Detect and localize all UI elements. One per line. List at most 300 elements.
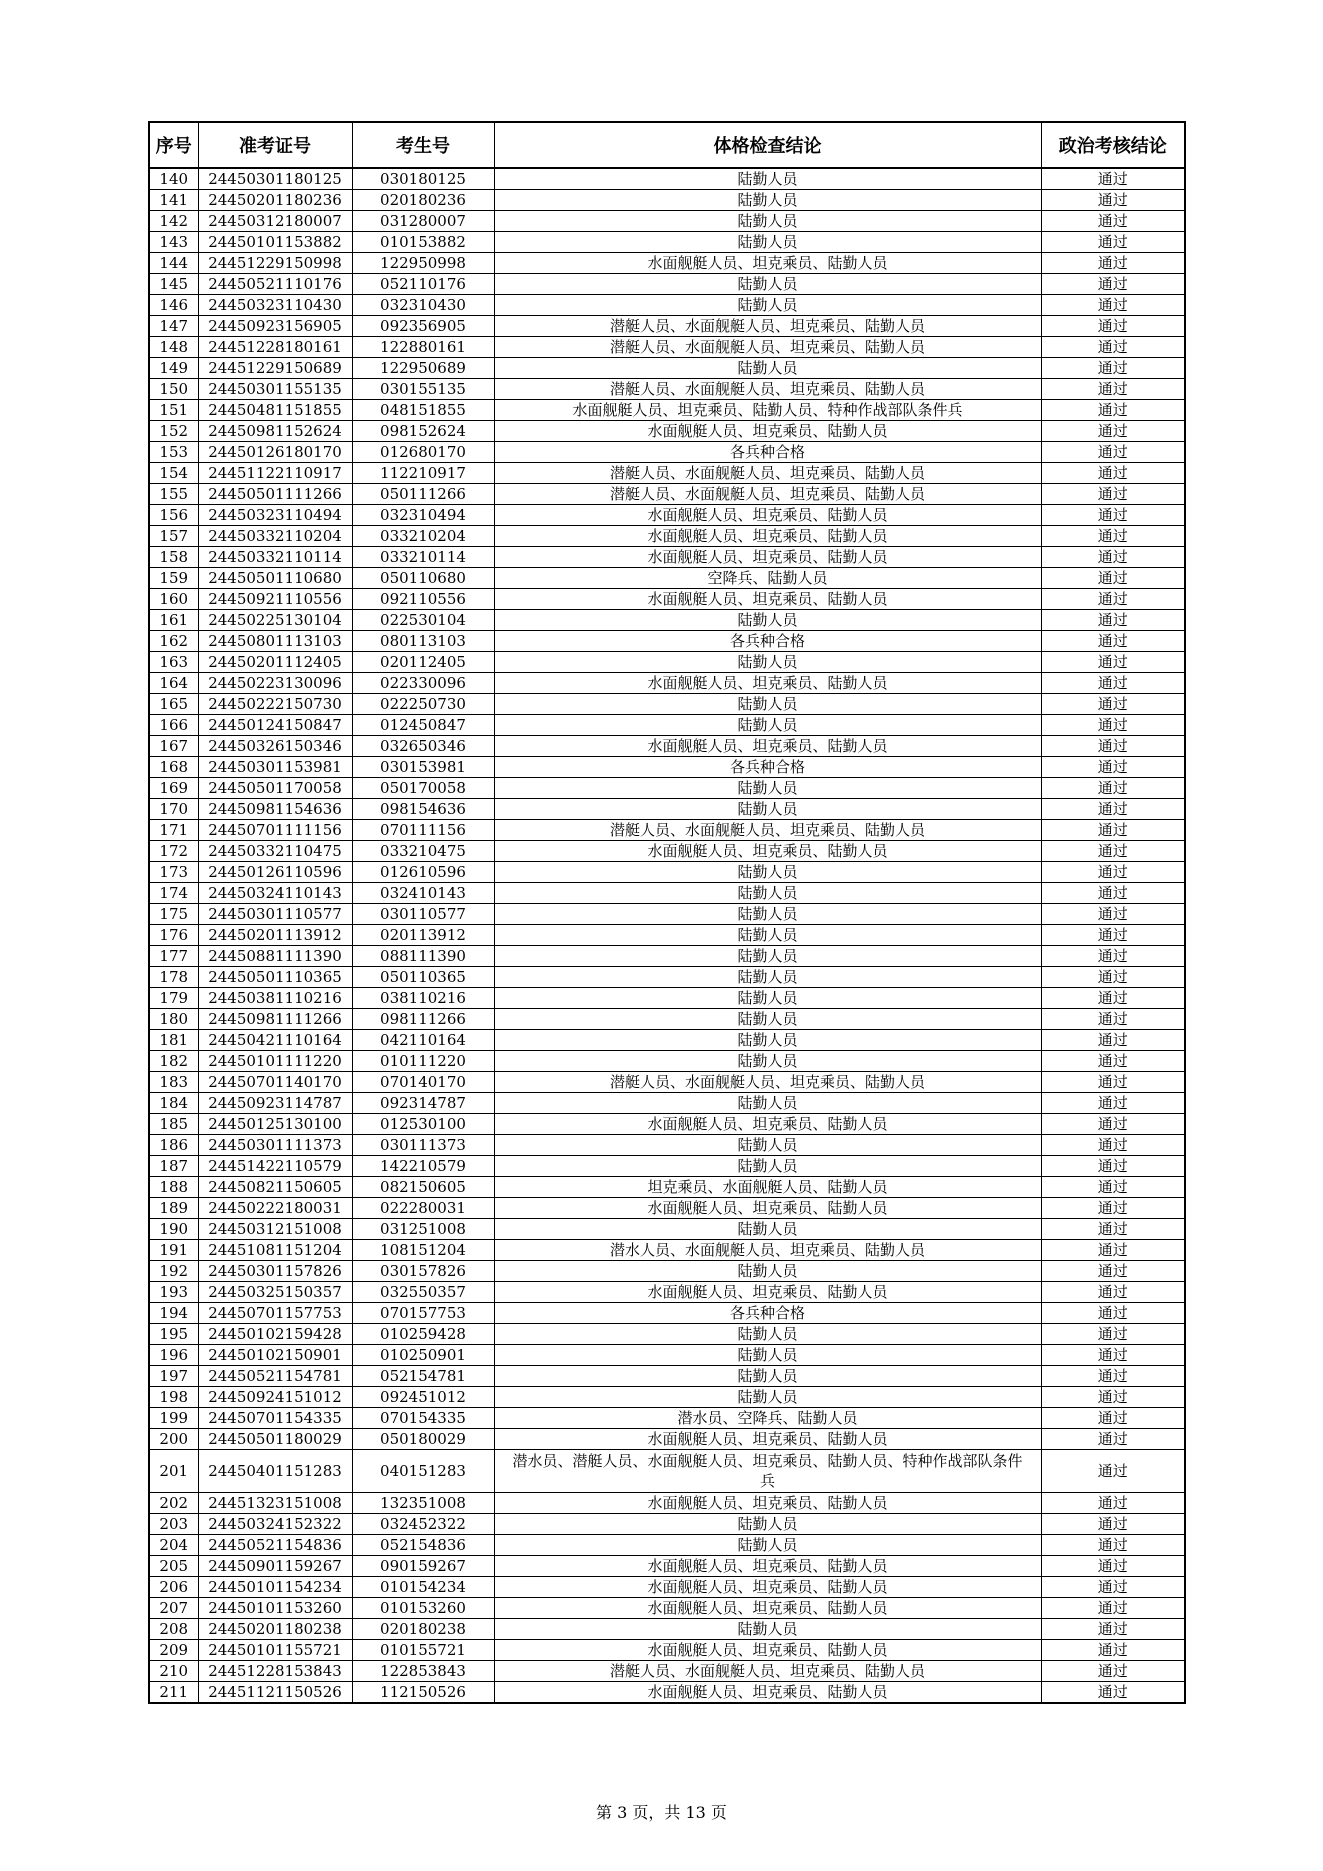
cell-admission-number: 24450301157826 xyxy=(198,1261,352,1282)
cell-student-number: 033210475 xyxy=(352,841,494,862)
cell-political-review-result: 通过 xyxy=(1041,505,1185,526)
cell-physical-exam-result: 陆勤人员 xyxy=(494,1619,1041,1640)
cell-physical-exam-result: 水面舰艇人员、坦克乘员、陆勤人员 xyxy=(494,1282,1041,1303)
cell-physical-exam-result: 陆勤人员 xyxy=(494,358,1041,379)
cell-physical-exam-result: 陆勤人员 xyxy=(494,1535,1041,1556)
cell-student-number: 030155135 xyxy=(352,379,494,400)
cell-index: 181 xyxy=(149,1030,198,1051)
table-row xyxy=(149,715,1185,736)
cell-index: 169 xyxy=(149,778,198,799)
cell-student-number: 012610596 xyxy=(352,862,494,883)
cell-student-number: 032550357 xyxy=(352,1282,494,1303)
table-row xyxy=(149,694,1185,715)
cell-index: 143 xyxy=(149,232,198,253)
table-row xyxy=(149,1009,1185,1030)
cell-admission-number: 24451081151204 xyxy=(198,1240,352,1261)
cell-admission-number: 24450332110475 xyxy=(198,841,352,862)
cell-admission-number: 24450501110365 xyxy=(198,967,352,988)
cell-political-review-result: 通过 xyxy=(1041,778,1185,799)
table-row xyxy=(149,274,1185,295)
table-row xyxy=(149,1408,1185,1429)
cell-index: 188 xyxy=(149,1177,198,1198)
table-row xyxy=(149,1177,1185,1198)
cell-student-number: 022280031 xyxy=(352,1198,494,1219)
results-table xyxy=(148,121,1186,1704)
cell-physical-exam-result: 陆勤人员 xyxy=(494,862,1041,883)
cell-physical-exam-result: 各兵种合格 xyxy=(494,442,1041,463)
cell-political-review-result: 通过 xyxy=(1041,1535,1185,1556)
cell-student-number: 050170058 xyxy=(352,778,494,799)
cell-student-number: 031280007 xyxy=(352,211,494,232)
table-row xyxy=(149,421,1185,442)
table-row xyxy=(149,211,1185,232)
cell-student-number: 070140170 xyxy=(352,1072,494,1093)
cell-physical-exam-result: 水面舰艇人员、坦克乘员、陆勤人员 xyxy=(494,673,1041,694)
cell-student-number: 020180238 xyxy=(352,1619,494,1640)
cell-physical-exam-result: 水面舰艇人员、坦克乘员、陆勤人员 xyxy=(494,841,1041,862)
cell-political-review-result: 通过 xyxy=(1041,1577,1185,1598)
table-row xyxy=(149,1219,1185,1240)
table-row xyxy=(149,799,1185,820)
cell-political-review-result: 通过 xyxy=(1041,715,1185,736)
cell-political-review-result: 通过 xyxy=(1041,358,1185,379)
cell-index: 140 xyxy=(149,168,198,190)
cell-admission-number: 24450881111390 xyxy=(198,946,352,967)
cell-political-review-result: 通过 xyxy=(1041,1661,1185,1682)
table-row xyxy=(149,1051,1185,1072)
cell-political-review-result: 通过 xyxy=(1041,1135,1185,1156)
cell-physical-exam-result: 潜艇人员、水面舰艇人员、坦克乘员、陆勤人员 xyxy=(494,1661,1041,1682)
cell-student-number: 112210917 xyxy=(352,463,494,484)
cell-physical-exam-result: 水面舰艇人员、坦克乘员、陆勤人员 xyxy=(494,421,1041,442)
cell-physical-exam-result: 水面舰艇人员、坦克乘员、陆勤人员 xyxy=(494,505,1041,526)
cell-admission-number: 24450201112405 xyxy=(198,652,352,673)
cell-index: 193 xyxy=(149,1282,198,1303)
cell-admission-number: 24450301111373 xyxy=(198,1135,352,1156)
cell-index: 172 xyxy=(149,841,198,862)
cell-student-number: 022530104 xyxy=(352,610,494,631)
cell-index: 159 xyxy=(149,568,198,589)
cell-index: 151 xyxy=(149,400,198,421)
cell-admission-number: 24451228180161 xyxy=(198,337,352,358)
cell-student-number: 012530100 xyxy=(352,1114,494,1135)
cell-admission-number: 24450102159428 xyxy=(198,1324,352,1345)
cell-student-number: 040151283 xyxy=(352,1450,494,1493)
cell-student-number: 092356905 xyxy=(352,316,494,337)
cell-index: 189 xyxy=(149,1198,198,1219)
header-index: 序号 xyxy=(149,122,198,168)
cell-political-review-result: 通过 xyxy=(1041,1282,1185,1303)
table-row xyxy=(149,442,1185,463)
table-row xyxy=(149,463,1185,484)
cell-index: 145 xyxy=(149,274,198,295)
cell-index: 195 xyxy=(149,1324,198,1345)
cell-political-review-result: 通过 xyxy=(1041,1219,1185,1240)
cell-student-number: 010154234 xyxy=(352,1577,494,1598)
table-row xyxy=(149,337,1185,358)
cell-index: 191 xyxy=(149,1240,198,1261)
cell-student-number: 052154781 xyxy=(352,1366,494,1387)
cell-physical-exam-result: 陆勤人员 xyxy=(494,232,1041,253)
cell-student-number: 022250730 xyxy=(352,694,494,715)
cell-physical-exam-result: 陆勤人员 xyxy=(494,1324,1041,1345)
table-row xyxy=(149,526,1185,547)
cell-student-number: 010259428 xyxy=(352,1324,494,1345)
cell-political-review-result: 通过 xyxy=(1041,1051,1185,1072)
cell-political-review-result: 通过 xyxy=(1041,757,1185,778)
cell-physical-exam-result: 陆勤人员 xyxy=(494,1009,1041,1030)
cell-student-number: 010250901 xyxy=(352,1345,494,1366)
header-physical-exam-result: 体格检查结论 xyxy=(494,122,1041,168)
table-row xyxy=(149,1282,1185,1303)
cell-index: 167 xyxy=(149,736,198,757)
cell-index: 208 xyxy=(149,1619,198,1640)
cell-political-review-result: 通过 xyxy=(1041,1640,1185,1661)
cell-admission-number: 24450501110680 xyxy=(198,568,352,589)
cell-physical-exam-result: 陆勤人员 xyxy=(494,1514,1041,1535)
cell-physical-exam-result: 陆勤人员 xyxy=(494,295,1041,316)
cell-index: 178 xyxy=(149,967,198,988)
cell-admission-number: 24450323110430 xyxy=(198,295,352,316)
cell-political-review-result: 通过 xyxy=(1041,652,1185,673)
cell-admission-number: 24450301180125 xyxy=(198,168,352,190)
cell-political-review-result: 通过 xyxy=(1041,841,1185,862)
cell-student-number: 090159267 xyxy=(352,1556,494,1577)
cell-student-number: 010155721 xyxy=(352,1640,494,1661)
cell-admission-number: 24450222180031 xyxy=(198,1198,352,1219)
cell-student-number: 050110365 xyxy=(352,967,494,988)
cell-physical-exam-result: 水面舰艇人员、坦克乘员、陆勤人员 xyxy=(494,1682,1041,1704)
table-row xyxy=(149,1556,1185,1577)
cell-student-number: 132351008 xyxy=(352,1493,494,1514)
cell-political-review-result: 通过 xyxy=(1041,1324,1185,1345)
cell-student-number: 030157826 xyxy=(352,1261,494,1282)
cell-student-number: 052110176 xyxy=(352,274,494,295)
cell-political-review-result: 通过 xyxy=(1041,484,1185,505)
cell-political-review-result: 通过 xyxy=(1041,337,1185,358)
table-row xyxy=(149,1429,1185,1450)
cell-index: 161 xyxy=(149,610,198,631)
table-header-row xyxy=(149,122,1185,168)
cell-index: 210 xyxy=(149,1661,198,1682)
cell-index: 158 xyxy=(149,547,198,568)
cell-admission-number: 24450225130104 xyxy=(198,610,352,631)
cell-physical-exam-result: 陆勤人员 xyxy=(494,967,1041,988)
cell-student-number: 108151204 xyxy=(352,1240,494,1261)
cell-admission-number: 24451228153843 xyxy=(198,1661,352,1682)
cell-admission-number: 24450701157753 xyxy=(198,1303,352,1324)
table-row xyxy=(149,1261,1185,1282)
table-row xyxy=(149,988,1185,1009)
cell-admission-number: 24450323110494 xyxy=(198,505,352,526)
cell-student-number: 020112405 xyxy=(352,652,494,673)
cell-student-number: 020180236 xyxy=(352,190,494,211)
cell-admission-number: 24450101155721 xyxy=(198,1640,352,1661)
cell-student-number: 092314787 xyxy=(352,1093,494,1114)
cell-student-number: 010153882 xyxy=(352,232,494,253)
cell-political-review-result: 通过 xyxy=(1041,1556,1185,1577)
cell-index: 179 xyxy=(149,988,198,1009)
cell-admission-number: 24450981111266 xyxy=(198,1009,352,1030)
cell-student-number: 032310494 xyxy=(352,505,494,526)
table-row xyxy=(149,232,1185,253)
cell-student-number: 052154836 xyxy=(352,1535,494,1556)
table-row xyxy=(149,610,1185,631)
cell-physical-exam-result: 陆勤人员 xyxy=(494,652,1041,673)
cell-physical-exam-result: 陆勤人员 xyxy=(494,168,1041,190)
cell-admission-number: 24450101153260 xyxy=(198,1598,352,1619)
cell-student-number: 031251008 xyxy=(352,1219,494,1240)
cell-physical-exam-result: 潜水员、空降兵、陆勤人员 xyxy=(494,1408,1041,1429)
cell-physical-exam-result: 潜艇人员、水面舰艇人员、坦克乘员、陆勤人员 xyxy=(494,379,1041,400)
cell-political-review-result: 通过 xyxy=(1041,1198,1185,1219)
table-row xyxy=(149,1240,1185,1261)
cell-student-number: 092110556 xyxy=(352,589,494,610)
table-row xyxy=(149,652,1185,673)
cell-student-number: 098111266 xyxy=(352,1009,494,1030)
table-row xyxy=(149,547,1185,568)
cell-index: 186 xyxy=(149,1135,198,1156)
cell-admission-number: 24450201180238 xyxy=(198,1619,352,1640)
cell-student-number: 032650346 xyxy=(352,736,494,757)
cell-student-number: 122880161 xyxy=(352,337,494,358)
cell-political-review-result: 通过 xyxy=(1041,1072,1185,1093)
table-row xyxy=(149,1535,1185,1556)
cell-physical-exam-result: 陆勤人员 xyxy=(494,925,1041,946)
table-row xyxy=(149,904,1185,925)
cell-physical-exam-result: 陆勤人员 xyxy=(494,1051,1041,1072)
table-row xyxy=(149,673,1185,694)
cell-political-review-result: 通过 xyxy=(1041,1450,1185,1493)
cell-student-number: 042110164 xyxy=(352,1030,494,1051)
cell-student-number: 070111156 xyxy=(352,820,494,841)
cell-index: 168 xyxy=(149,757,198,778)
cell-admission-number: 24450126180170 xyxy=(198,442,352,463)
cell-student-number: 012680170 xyxy=(352,442,494,463)
cell-admission-number: 24450401151283 xyxy=(198,1450,352,1493)
cell-physical-exam-result: 潜艇人员、水面舰艇人员、坦克乘员、陆勤人员 xyxy=(494,1072,1041,1093)
cell-physical-exam-result: 陆勤人员 xyxy=(494,883,1041,904)
cell-political-review-result: 通过 xyxy=(1041,1429,1185,1450)
cell-index: 175 xyxy=(149,904,198,925)
table-row xyxy=(149,1577,1185,1598)
cell-index: 205 xyxy=(149,1556,198,1577)
table-row xyxy=(149,1387,1185,1408)
cell-political-review-result: 通过 xyxy=(1041,1114,1185,1135)
table-row xyxy=(149,1450,1185,1493)
cell-political-review-result: 通过 xyxy=(1041,1345,1185,1366)
cell-physical-exam-result: 陆勤人员 xyxy=(494,1030,1041,1051)
cell-physical-exam-result: 水面舰艇人员、坦克乘员、陆勤人员 xyxy=(494,1640,1041,1661)
table-row xyxy=(149,925,1185,946)
cell-index: 157 xyxy=(149,526,198,547)
cell-admission-number: 24450222150730 xyxy=(198,694,352,715)
cell-admission-number: 24450126110596 xyxy=(198,862,352,883)
cell-index: 180 xyxy=(149,1009,198,1030)
cell-student-number: 092451012 xyxy=(352,1387,494,1408)
cell-political-review-result: 通过 xyxy=(1041,631,1185,652)
cell-admission-number: 24450521110176 xyxy=(198,274,352,295)
table-row xyxy=(149,568,1185,589)
cell-index: 187 xyxy=(149,1156,198,1177)
cell-student-number: 032452322 xyxy=(352,1514,494,1535)
cell-admission-number: 24450324152322 xyxy=(198,1514,352,1535)
cell-physical-exam-result: 陆勤人员 xyxy=(494,694,1041,715)
cell-physical-exam-result: 潜艇人员、水面舰艇人员、坦克乘员、陆勤人员 xyxy=(494,337,1041,358)
cell-student-number: 142210579 xyxy=(352,1156,494,1177)
cell-physical-exam-result: 水面舰艇人员、坦克乘员、陆勤人员 xyxy=(494,547,1041,568)
table-row xyxy=(149,1135,1185,1156)
cell-student-number: 050111266 xyxy=(352,484,494,505)
cell-index: 190 xyxy=(149,1219,198,1240)
cell-student-number: 112150526 xyxy=(352,1682,494,1704)
table-row xyxy=(149,1324,1185,1345)
cell-political-review-result: 通过 xyxy=(1041,568,1185,589)
cell-political-review-result: 通过 xyxy=(1041,168,1185,190)
cell-admission-number: 24450101153882 xyxy=(198,232,352,253)
header-student-number: 考生号 xyxy=(352,122,494,168)
cell-index: 177 xyxy=(149,946,198,967)
cell-index: 194 xyxy=(149,1303,198,1324)
cell-physical-exam-result: 水面舰艇人员、坦克乘员、陆勤人员 xyxy=(494,526,1041,547)
cell-index: 173 xyxy=(149,862,198,883)
cell-political-review-result: 通过 xyxy=(1041,295,1185,316)
cell-student-number: 032410143 xyxy=(352,883,494,904)
cell-admission-number: 24451422110579 xyxy=(198,1156,352,1177)
cell-student-number: 122950998 xyxy=(352,253,494,274)
table-row xyxy=(149,379,1185,400)
cell-index: 183 xyxy=(149,1072,198,1093)
cell-admission-number: 24450326150346 xyxy=(198,736,352,757)
cell-index: 141 xyxy=(149,190,198,211)
cell-political-review-result: 通过 xyxy=(1041,232,1185,253)
table-row xyxy=(149,631,1185,652)
cell-physical-exam-result: 水面舰艇人员、坦克乘员、陆勤人员 xyxy=(494,1556,1041,1577)
cell-political-review-result: 通过 xyxy=(1041,1387,1185,1408)
cell-physical-exam-result: 陆勤人员 xyxy=(494,1345,1041,1366)
cell-admission-number: 24450501180029 xyxy=(198,1429,352,1450)
cell-admission-number: 24450923114787 xyxy=(198,1093,352,1114)
cell-political-review-result: 通过 xyxy=(1041,925,1185,946)
cell-admission-number: 24450201113912 xyxy=(198,925,352,946)
cell-political-review-result: 通过 xyxy=(1041,1366,1185,1387)
cell-index: 199 xyxy=(149,1408,198,1429)
cell-physical-exam-result: 水面舰艇人员、坦克乘员、陆勤人员 xyxy=(494,1598,1041,1619)
cell-admission-number: 24451121150526 xyxy=(198,1682,352,1704)
cell-physical-exam-result: 陆勤人员 xyxy=(494,1387,1041,1408)
cell-student-number: 030180125 xyxy=(352,168,494,190)
cell-physical-exam-result: 水面舰艇人员、坦克乘员、陆勤人员、特种作战部队条件兵 xyxy=(494,400,1041,421)
cell-political-review-result: 通过 xyxy=(1041,421,1185,442)
cell-admission-number: 24450332110114 xyxy=(198,547,352,568)
cell-political-review-result: 通过 xyxy=(1041,1030,1185,1051)
cell-index: 149 xyxy=(149,358,198,379)
cell-student-number: 033210114 xyxy=(352,547,494,568)
cell-physical-exam-result: 陆勤人员 xyxy=(494,946,1041,967)
table-row xyxy=(149,946,1185,967)
cell-index: 170 xyxy=(149,799,198,820)
cell-admission-number: 24450481151855 xyxy=(198,400,352,421)
cell-political-review-result: 通过 xyxy=(1041,274,1185,295)
cell-index: 198 xyxy=(149,1387,198,1408)
cell-political-review-result: 通过 xyxy=(1041,736,1185,757)
cell-admission-number: 24450201180236 xyxy=(198,190,352,211)
table-row xyxy=(149,589,1185,610)
cell-index: 207 xyxy=(149,1598,198,1619)
cell-political-review-result: 通过 xyxy=(1041,211,1185,232)
cell-political-review-result: 通过 xyxy=(1041,610,1185,631)
cell-admission-number: 24450312151008 xyxy=(198,1219,352,1240)
cell-index: 206 xyxy=(149,1577,198,1598)
cell-student-number: 032310430 xyxy=(352,295,494,316)
table-row xyxy=(149,1598,1185,1619)
cell-physical-exam-result: 陆勤人员 xyxy=(494,211,1041,232)
cell-admission-number: 24450521154836 xyxy=(198,1535,352,1556)
cell-student-number: 038110216 xyxy=(352,988,494,1009)
cell-physical-exam-result: 潜水员、潜艇人员、水面舰艇人员、坦克乘员、陆勤人员、特种作战部队条件兵 xyxy=(494,1450,1041,1493)
table-row xyxy=(149,736,1185,757)
cell-admission-number: 24450312180007 xyxy=(198,211,352,232)
cell-admission-number: 24450301110577 xyxy=(198,904,352,925)
cell-index: 201 xyxy=(149,1450,198,1493)
cell-political-review-result: 通过 xyxy=(1041,379,1185,400)
cell-student-number: 030111373 xyxy=(352,1135,494,1156)
cell-student-number: 010111220 xyxy=(352,1051,494,1072)
cell-student-number: 122950689 xyxy=(352,358,494,379)
cell-admission-number: 24450921110556 xyxy=(198,589,352,610)
cell-admission-number: 24450101154234 xyxy=(198,1577,352,1598)
cell-political-review-result: 通过 xyxy=(1041,1598,1185,1619)
cell-index: 174 xyxy=(149,883,198,904)
cell-index: 162 xyxy=(149,631,198,652)
cell-index: 147 xyxy=(149,316,198,337)
cell-political-review-result: 通过 xyxy=(1041,526,1185,547)
cell-physical-exam-result: 陆勤人员 xyxy=(494,1366,1041,1387)
cell-physical-exam-result: 陆勤人员 xyxy=(494,778,1041,799)
cell-admission-number: 24450125130100 xyxy=(198,1114,352,1135)
cell-index: 209 xyxy=(149,1640,198,1661)
cell-admission-number: 24450821150605 xyxy=(198,1177,352,1198)
table-row xyxy=(149,1640,1185,1661)
table-row xyxy=(149,883,1185,904)
cell-student-number: 098152624 xyxy=(352,421,494,442)
cell-physical-exam-result: 潜艇人员、水面舰艇人员、坦克乘员、陆勤人员 xyxy=(494,316,1041,337)
table-row xyxy=(149,1493,1185,1514)
cell-student-number: 030110577 xyxy=(352,904,494,925)
cell-political-review-result: 通过 xyxy=(1041,1303,1185,1324)
cell-political-review-result: 通过 xyxy=(1041,883,1185,904)
cell-index: 150 xyxy=(149,379,198,400)
cell-student-number: 010153260 xyxy=(352,1598,494,1619)
table-row xyxy=(149,778,1185,799)
cell-admission-number: 24450124150847 xyxy=(198,715,352,736)
table-row xyxy=(149,1072,1185,1093)
cell-admission-number: 24451122110917 xyxy=(198,463,352,484)
cell-index: 176 xyxy=(149,925,198,946)
table-row xyxy=(149,1156,1185,1177)
table-row xyxy=(149,253,1185,274)
table-row xyxy=(149,841,1185,862)
cell-political-review-result: 通过 xyxy=(1041,988,1185,1009)
table-row xyxy=(149,1093,1185,1114)
cell-political-review-result: 通过 xyxy=(1041,190,1185,211)
cell-political-review-result: 通过 xyxy=(1041,547,1185,568)
cell-political-review-result: 通过 xyxy=(1041,316,1185,337)
table-row xyxy=(149,484,1185,505)
cell-physical-exam-result: 陆勤人员 xyxy=(494,904,1041,925)
cell-physical-exam-result: 潜艇人员、水面舰艇人员、坦克乘员、陆勤人员 xyxy=(494,820,1041,841)
table-row xyxy=(149,1198,1185,1219)
